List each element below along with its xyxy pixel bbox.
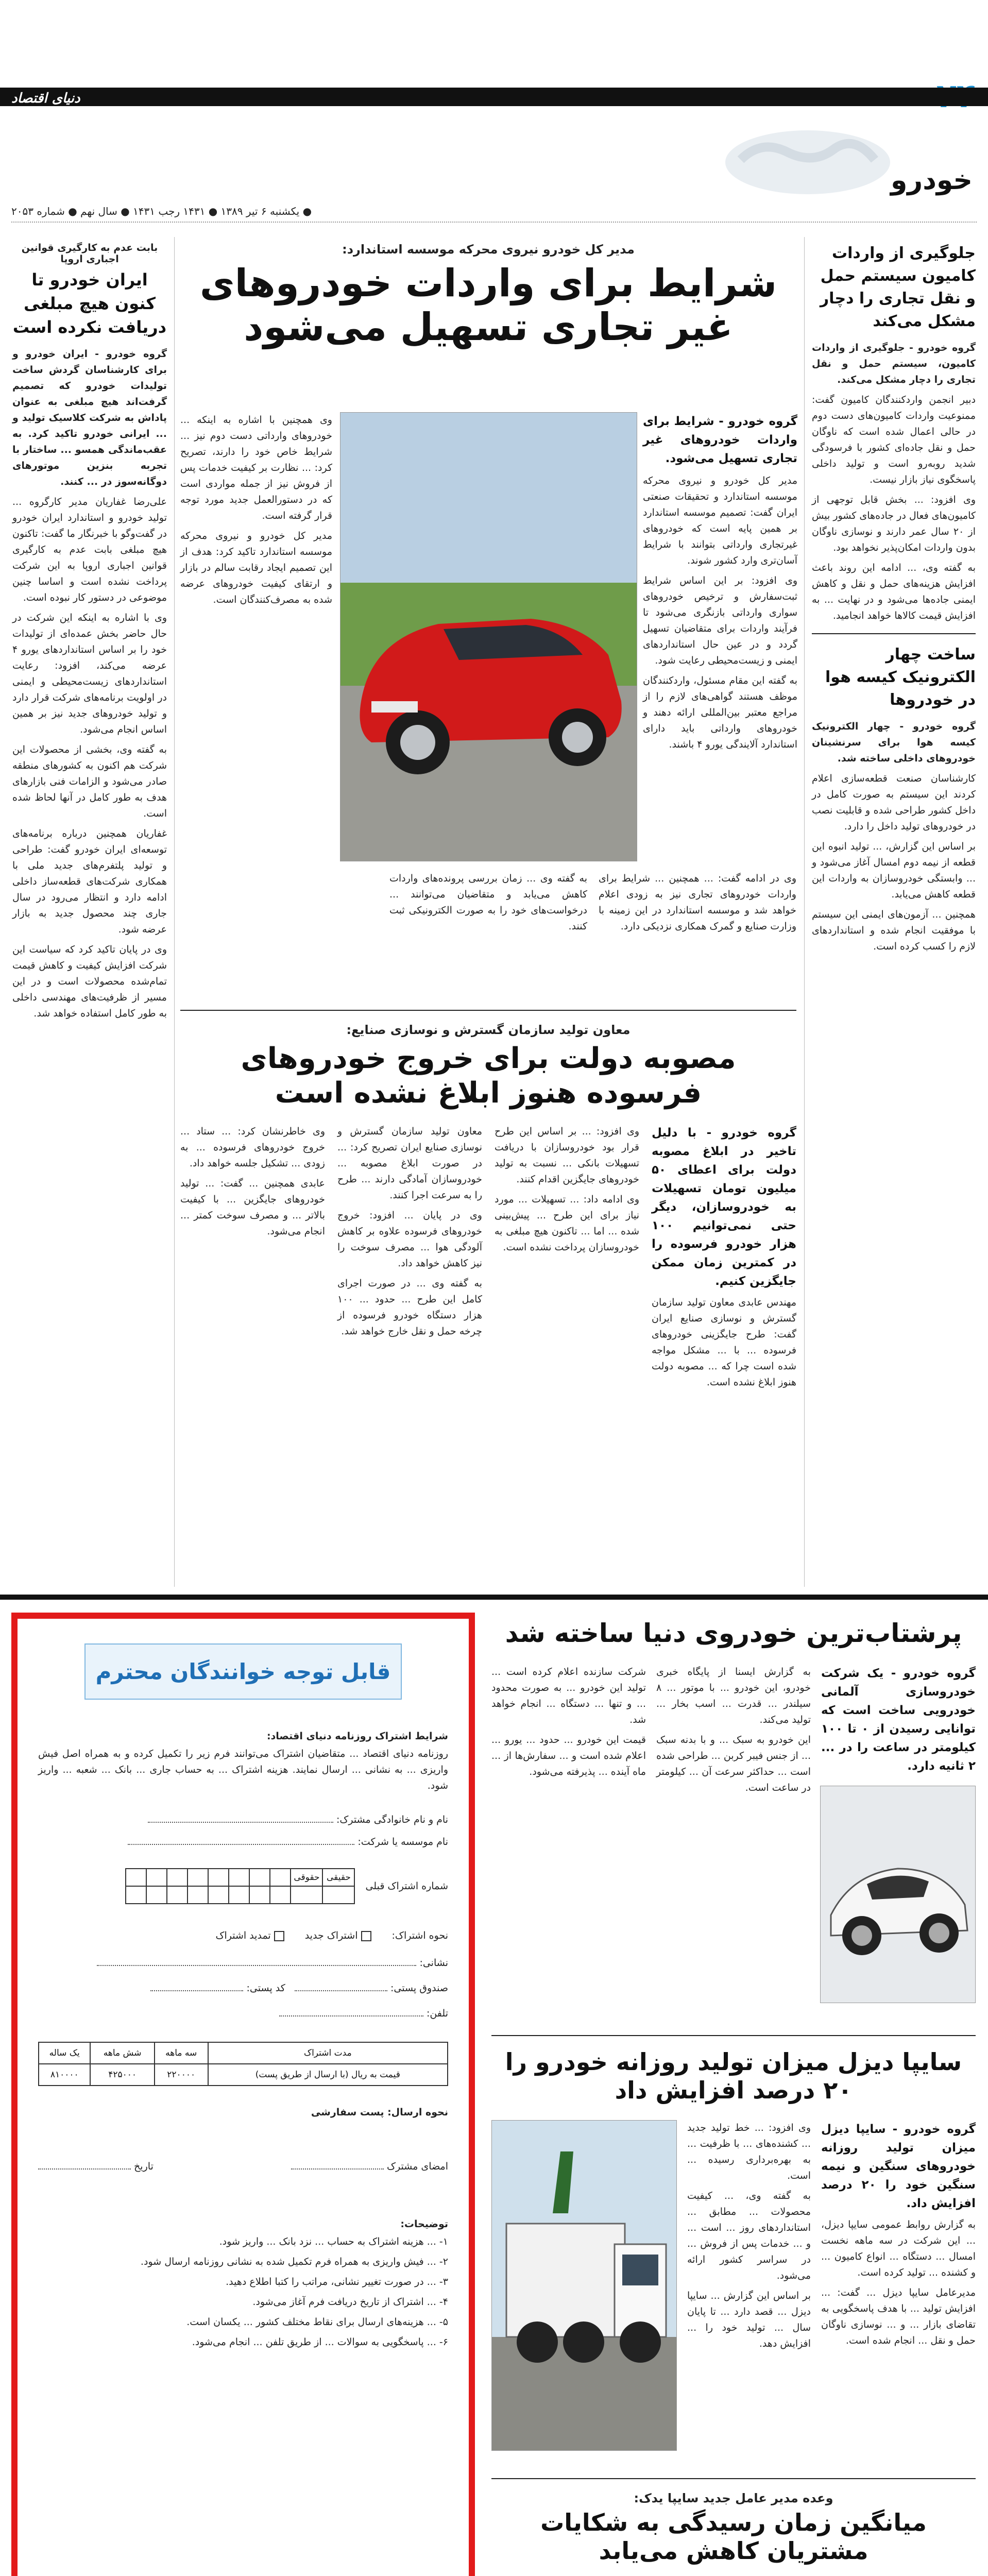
- paragraph: مهندس عابدی معاون تولید سازمان گسترش و نوسازی صنایع ایران گفت: طرح جایگزینی خودروهای فرسوده ... با ... مشکل مواجه شده است چرا که ... مصوبه دولت هنوز ابلاغ نشده است.: [652, 1297, 796, 1388]
- paragraph: عابدی همچنین ... گفت: ... تولید خودروهای جایگزین ... با کیفیت بالاتر ... و مصرف سوخت کمتر ... انجام می‌شود.: [180, 1178, 325, 1238]
- grid-cell[interactable]: [208, 1869, 229, 1886]
- ad-conditions: [38, 1731, 448, 1794]
- paragraph: وی افزود: ... بر اساس این طرح قرار بود خودروسازان با دریافت تسهیلات بانکی ... نسبت به تولید خودروهای جایگزین اقدام کنند.: [495, 1126, 639, 1185]
- paragraph: وی در پایان تاکید کرد که سیاست این شرکت افزایش کیفیت و کاهش قیمت تمام‌شده محصولات است و در این مسیر از ظرفیت‌های مهندسی داخلی به طور کامل استفاده خواهد شد.: [12, 944, 167, 1019]
- truck-story: [491, 2048, 976, 2451]
- porsche-col-3: [491, 1664, 646, 2003]
- bottom-story: [491, 2491, 976, 2576]
- paragraph: معاون تولید سازمان گسترش و نوسازی صنایع ایران تصریح کرد: ... در صورت ابلاغ مصوبه ... خودروسازان آمادگی دارند ... طرح را به سرعت اجرا کنند.: [337, 1126, 482, 1201]
- column-divider: [804, 237, 805, 1587]
- address-field[interactable]: [97, 1956, 416, 1966]
- grid-cell[interactable]: [126, 1886, 146, 1904]
- prev-subscription-row: [38, 1868, 448, 1904]
- section-divider: [0, 1595, 988, 1600]
- paragraph: وی افزود: ... بخش قابل توجهی از کامیون‌های فعال در جاده‌های کشور بیش از ۲۰ سال عمر دارند و نوسازی ناوگان بدون واردات امکان‌پذیر نخواهد بود.: [812, 494, 976, 553]
- left-sidebar-kicker: بابت عدم به کارگیری قوانین اجباری اروپا: [21, 242, 158, 265]
- grid-cell[interactable]: [229, 1869, 249, 1886]
- checkbox-option[interactable]: [215, 1930, 284, 1941]
- paragraph: دبیر انجمن واردکنندگان کامیون گفت: ممنوعیت واردات کامیون‌های دست دوم در حالی اعمال شده است که ناوگان حمل و نقل جاده‌ای کشور با فرسودگی شدید روبه‌رو است و تولید داخلی پاسخگوی نیاز بازار نیست.: [812, 394, 976, 485]
- paragraph: وی افزود: ... خط تولید جدید ... کشنده‌های ... با ظرفیت ... به بهره‌برداری رسیده ... است.: [687, 2122, 811, 2182]
- signature-row: [38, 2159, 448, 2172]
- second-summary: گروه خودرو - با دلیل تاخیر در ابلاغ مصوبه دولت برای اعطای ۵۰ میلیون تومان تسهیلات به خودروسازان، دیگر حتی نمی‌توانیم ۱۰۰ هزار خودرو فرسوده را در کمترین زمان ممکن جایگزین کنیم.: [652, 1126, 796, 1289]
- send-note: نحوه ارسال: پست سفارشی: [311, 2107, 448, 2118]
- grid-header-cell: حقیقی: [322, 1869, 354, 1886]
- form-row: [38, 1812, 448, 1825]
- paragraph: علی‌رضا غفاریان مدیر کارگروه ... تولید خودرو و استاندارد ایران خودرو در گفت‌وگو با خبرنگار ما گفت: تاکنون هیچ مبلغی بابت عدم به کارگیری قوانین اجباری اروپا به این شرکت پرداخت نشده است و اساسا چنین موضوعی در دستور کار نبوده است.: [12, 496, 167, 603]
- porsche-columns: [491, 1664, 976, 2003]
- right-sidebar-body-2: [812, 719, 976, 955]
- paragraph: وی همچنین با اشاره به اینکه ... خودروهای وارداتی دست دوم نیز ... شرایط خاص خود را دارند، تصریح کرد: ... نظارت بر کیفیت خدمات پس از فروش نیز از جمله مواردی است که در دستورالعمل جدید مورد توجه قرار گرفته است.: [180, 414, 332, 521]
- paragraph: به گفته وی، ... کیفیت محصولات ... مطابق ... استانداردهای روز ... است ... و ... خدمات پس از فروش ... در سراسر کشور ارائه می‌شود.: [687, 2190, 811, 2282]
- paragraph: به گزارش ایسنا از پایگاه خبری خودرو، این خودرو ... با موتور ... ۸ سیلندر ... قدرت ... اسب بخار ... تولید می‌کند.: [656, 1666, 811, 1725]
- prev-subscription-grid: [125, 1868, 355, 1904]
- lead-story-col-1: [643, 412, 797, 757]
- grid-cell[interactable]: [208, 1886, 229, 1904]
- right-sidebar: [812, 242, 976, 959]
- grid-cell[interactable]: [291, 1886, 322, 1904]
- truck-columns: [491, 2120, 976, 2451]
- ad-conditions-title: شرایط اشتراک روزنامه دنیای اقتصاد:: [266, 1731, 448, 1742]
- lead-kicker: مدیر کل خودرو نیروی محرکه موسسه استاندارد:: [342, 242, 635, 257]
- paragraph: مدیر کل خودرو و نیروی محرکه موسسه استاندارد تاکید کرد: هدف از این تصمیم ایجاد رقابت سالم در بازار و ارتقای کیفیت خودروهای عرضه شده به مصرف‌کنندگان است.: [180, 530, 332, 605]
- paragraph: گروه خودرو - چهار الکترونیک کیسه هوا برای سرنشینان خودروهای داخلی ساخته شد.: [812, 721, 976, 764]
- note-item: ۳- ... در صورت تغییر نشانی، مراتب را کتبا اطلاع دهید.: [226, 2276, 448, 2287]
- section-title: خودرو: [890, 165, 973, 196]
- bottom-headline: میانگین زمان رسیدگی به شکایات مشتریان کاهش می‌یابد: [540, 2509, 927, 2565]
- bottom-kicker: وعده مدیر عامل جدید سایپا یدک:: [634, 2491, 833, 2505]
- notes-title: توضیحات:: [400, 2218, 448, 2230]
- second-kicker: معاون تولید سازمان گسترش و نوسازی صنایع:: [346, 1023, 631, 1037]
- price-header: مدت اشتراک: [208, 2042, 448, 2064]
- field-label: کد پستی:: [246, 1982, 285, 1994]
- paragraph: به گفته وی ... در صورت اجرای کامل این طرح ... حدود ... ۱۰۰ هزار دستگاه خودرو فرسوده از چرخه حمل و نقل خارج خواهد شد.: [337, 1278, 482, 1337]
- field-label: صندوق پستی:: [390, 1982, 448, 1994]
- price-cell: ۸۱۰۰۰۰: [39, 2064, 90, 2086]
- grid-cell[interactable]: [229, 1886, 249, 1904]
- price-cell: ۲۲۰۰۰۰: [155, 2064, 208, 2086]
- checkbox-option[interactable]: [305, 1930, 371, 1941]
- grid-cell[interactable]: [249, 1886, 270, 1904]
- note-item: ۲- ... فیش واریزی به همراه فرم تکمیل شده به نشانی روزنامه ارسال شود.: [140, 2256, 448, 2267]
- truck-summary: گروه خودرو - سایپا دیزل میزان تولید روزانه خودروهای سنگین و نیمه سنگین خود را ۲۰ درصد افزایش داد.: [821, 2123, 976, 2211]
- paragraph: غفاریان همچنین درباره برنامه‌های توسعه‌ای ایران خودرو گفت: طراحی و تولید پلتفرم‌های جدید ملی با همکاری شرکت‌های قطعه‌ساز داخلی ادامه دارد و انتظار می‌رود در سال جاری چند محصول جدید به بازار عرضه شود.: [12, 828, 167, 935]
- paragraph: به گزارش روابط عمومی سایپا دیزل، ... این شرکت در سه ماهه نخست امسال ... دستگاه ... انواع کامیون ... و کشنده ... تولید کرده است.: [821, 2219, 976, 2279]
- paragraph: همچنین ... آزمون‌های ایمنی این سیستم با موفقیت انجام شده و استانداردهای لازم را کسب کرده است.: [812, 909, 976, 952]
- grid-cell[interactable]: [167, 1869, 188, 1886]
- checkbox-option-label: اشتراک جدید: [304, 1930, 358, 1941]
- paragraph: وی ادامه داد: ... تسهیلات ... مورد نیاز برای این طرح ... پیش‌بینی شده ... اما ... تاکنون هیچ مبلغی به خودروسازان پرداخت نشده است.: [495, 1194, 639, 1253]
- lead-story: [180, 242, 796, 349]
- note-item: ۶- ... پاسخگویی به سوالات ... از طریق تلفن ... انجام می‌شود.: [192, 2336, 448, 2348]
- paragraph: مدیر کل خودرو و نیروی محرکه موسسه استاندارد و تحقیقات صنعتی ایران گفت: تصمیم موسسه استاندارد بر همین پایه است که خودروهای غیرتجاری وارداتی بتوانند با شرایط آسان‌تری وارد کشور شوند.: [643, 475, 797, 566]
- lead-body-tail: [180, 871, 796, 935]
- grid-cell[interactable]: [146, 1886, 167, 1904]
- ad-title: قابل توجه خوانندگان محترم: [84, 1643, 402, 1700]
- second-col: [652, 1124, 796, 1395]
- grid-label: شماره اشتراک قبلی: [365, 1880, 448, 1892]
- truck-photo: [491, 2120, 677, 2451]
- name-field[interactable]: [148, 1812, 333, 1823]
- paragraph: به گفته این مقام مسئول، واردکنندگان موظف هستند گواهی‌های لازم را از مراجع معتبر بین‌المللی ارائه دهند و خودروهای وارداتی باید دارای استاندارد آلایندگی یورو ۴ باشند.: [643, 675, 797, 750]
- grid-cell[interactable]: [270, 1869, 291, 1886]
- grid-cell[interactable]: [322, 1886, 354, 1904]
- lead-story-col-3: [180, 412, 332, 612]
- checkbox-renew[interactable]: [274, 1931, 284, 1941]
- form-row: [38, 1956, 448, 1969]
- second-headline: مصوبه دولت برای خروج خودروهای فرسوده هنوز ابلاغ نشده است: [241, 1042, 736, 1110]
- paragraph: وی افزود: بر این اساس شرایط ثبت‌سفارش و ترخیص خودروهای سواری وارداتی بازنگری می‌شود تا فرآیند واردات برای متقاضیان تسهیل گردد و در عین حال استانداردهای ایمنی و زیست‌محیطی رعایت شود.: [643, 575, 797, 666]
- paragraph: بر اساس این گزارش ... سایپا دیزل ... قصد دارد ... تا پایان سال ... تولید خود را ... افزایش دهد.: [687, 2290, 811, 2350]
- right-sidebar-body: [812, 340, 976, 624]
- grid-cell[interactable]: [270, 1886, 291, 1904]
- ad-conditions-text: روزنامه دنیای اقتصاد ... متقاضیان اشتراک می‌توانند فرم زیر را تکمیل کرده و به همراه اصل فیش واریزی ... به نشانی ... ارسال نمایند. هزینه اشتراک ... به حساب جاری ... بانک ... شعبه ... واریز شود.: [38, 1748, 448, 1791]
- paragraph: مدیرعامل سایپا دیزل ... گفت: ... افزایش تولید ... با هدف پاسخگویی به تقاضای بازار ... و ... نوسازی ناوگان حمل و نقل ... انجام شده است.: [821, 2287, 976, 2347]
- date-field: [38, 2159, 154, 2172]
- column-divider: [174, 237, 175, 1587]
- date-input[interactable]: [38, 2159, 131, 2170]
- subscription-type-row: [38, 1930, 448, 1941]
- field-label: نام و نام خانوادگی مشترک:: [336, 1814, 448, 1825]
- issue-info: ● یکشنبه ۶ تیر ۱۳۸۹ ● ۱۴۳۱ رجب ۱۴۳۱ ● سال نهم ● شماره ۲۰۵۳: [11, 205, 312, 217]
- divider: [491, 2035, 976, 2036]
- second-story: [180, 1023, 796, 1395]
- grid-cell[interactable]: [188, 1869, 208, 1886]
- checkbox-new[interactable]: [361, 1931, 371, 1941]
- grid-cell[interactable]: [188, 1886, 208, 1904]
- porsche-summary: گروه خودرو - یک شرکت خودروسازی آلمانی خودرویی ساخت است که توانایی رسیدن از ۰ تا ۱۰۰ کیلومتر در ساعت را در ... ۲ ثانیه دارد.: [821, 1667, 976, 1773]
- note-item: ۱- ... هزینه اشتراک به حساب ... نزد بانک ... واریز شود.: [219, 2236, 448, 2247]
- price-header: شش ماهه: [90, 2042, 154, 2064]
- signature-field: [291, 2159, 448, 2172]
- grid-header-cell: حقوقی: [291, 1869, 322, 1886]
- paragraph: وی در پایان ... افزود: خروج خودروهای فرسوده علاوه بر کاهش آلودگی هوا ... مصرف سوخت را نیز کاهش خواهد داد.: [337, 1210, 482, 1269]
- form-row: [38, 2006, 448, 2019]
- field-label: نام موسسه یا شرکت:: [357, 1836, 448, 1848]
- paragraph: قیمت این خودرو ... حدود ... یورو ... اعلام شده است و ... سفارش‌ها از ... ماه آینده ... پذیرفته می‌شود.: [491, 1734, 646, 1777]
- porsche-story: [491, 1618, 976, 2003]
- paragraph: گروه خودرو - جلوگیری از واردات کامیون، سیستم حمل و نقل تجاری را دچار مشکل می‌کند.: [812, 342, 976, 385]
- truck-headline: سایپا دیزل میزان تولید روزانه خودرو را ۲۰ درصد افزایش داد: [505, 2048, 962, 2105]
- truck-col-2: [687, 2120, 811, 2451]
- porsche-headline: پرشتاب‌ترین خودروی دنیا ساخته شد: [505, 1618, 962, 1648]
- right-sidebar-headline: جلوگیری از واردات کامیون سیستم حمل و نقل تجاری را دچار مشکل می‌کند: [820, 244, 976, 330]
- paragraph: به گفته وی، ... ادامه این روند باعث افزایش هزینه‌های حمل و نقل و کاهش ایمنی جاده‌ها می‌شود و در نهایت ... به افزایش قیمت کالاها خواهد انجامید.: [812, 562, 976, 621]
- left-sidebar-headline: ایران خودرو تا کنون هیچ مبلغی دریافت نکرده است: [12, 270, 167, 337]
- masthead-divider: [11, 222, 977, 223]
- second-col: [495, 1124, 639, 1395]
- postal-code-field[interactable]: [150, 1981, 243, 1991]
- porsche-col-2: [656, 1664, 811, 2003]
- price-table: [38, 2042, 448, 2086]
- divider: [180, 1010, 796, 1011]
- lead-headline: شرایط برای واردات خودروهای غیر تجاری تسهیل می‌شود: [199, 261, 777, 350]
- second-col: [337, 1124, 482, 1395]
- checkbox-group-label: نحوه اشتراک:: [391, 1930, 448, 1941]
- subscription-ad: [11, 1613, 475, 2576]
- paragraph: وی در ادامه گفت: ... همچنین ... شرایط برای واردات خودروهای تجاری نیز به زودی اعلام خواهد شد و موسسه استاندارد در این زمینه با وزارت صنایع و گمرک همکاری نزدیکی دارد.: [599, 873, 796, 932]
- right-sidebar-headline-2: ساخت چهار الکترونیک کیسه هوا در خودروها: [825, 646, 976, 709]
- price-header: سه ماهه: [155, 2042, 208, 2064]
- paragraph: گروه خودرو - ایران خودرو و برای کارشناسان گردش ساخت تولیدات خودرو که تصمیم گرفت‌اند هیچ مبلغی به عنوان پاداش به شرکت کلاسیک تولید و ... ایرانی خودرو تاکید کرد. به عقب‌ماندگی همسو ... ساختار با تجربه بنزین موتورهای دوگانه‌سوز در ... کنند.: [12, 348, 167, 487]
- second-col: [180, 1124, 325, 1395]
- form-row: [38, 1981, 448, 1994]
- lead-body-col: [643, 473, 797, 753]
- company-field[interactable]: [128, 1835, 354, 1845]
- lead-summary: گروه خودرو - شرایط برای واردات خودروهای غیر تجاری تسهیل می‌شود.: [643, 415, 797, 465]
- paragraph: وی خاطرنشان کرد: ... ستاد ... خروج خودروهای فرسوده ... به زودی ... تشکیل جلسه خواهد داد.: [180, 1126, 325, 1170]
- car-illustration: [340, 413, 637, 861]
- price-cell: ۴۲۵۰۰۰: [90, 2064, 154, 2086]
- paragraph: به گفته وی ... زمان بررسی پرونده‌های واردات کاهش می‌یابد و متقاضیان می‌توانند ... درخواست‌های خود را به صورت الکترونیکی ثبت کنند.: [389, 873, 587, 932]
- paragraph: وی با اشاره به اینکه این شرکت در حال حاضر بخش عمده‌ای از تولیدات خود را بر اساس استانداردهای یورو ۴ عرضه می‌کند، افزود: رعایت استانداردهای زیست‌محیطی و ایمنی در اولویت برنامه‌های شرکت قرار دارد و تولید خودروهای جدید نیز بر همین اساس انجام می‌شود.: [12, 612, 167, 735]
- lead-story-tail: [180, 871, 796, 935]
- divider: [491, 2478, 976, 2479]
- signature-label: امضای مشترک: [387, 2161, 448, 2172]
- porsche-photo: [820, 1786, 976, 2003]
- ad-form: [38, 1812, 448, 2350]
- phone-field[interactable]: [279, 2006, 423, 2016]
- newspaper-logo: دنیای اقتصاد: [11, 91, 80, 106]
- note-item: ۵- ... هزینه‌های ارسال برای نقاط مختلف کشور ... یکسان است.: [186, 2316, 448, 2328]
- paragraph: این خودرو به سبک ... و با بدنه سبک ... از جنس فیبر کربن ... طراحی شده است ... حداکثر سرعت آن ... کیلومتر در ساعت است.: [656, 1734, 811, 1793]
- left-sidebar: [12, 242, 167, 1026]
- checkbox-option-label: تمدید اشتراک: [215, 1930, 271, 1941]
- lead-photo-red-sedan: [340, 412, 637, 861]
- paragraph: به گفته وی، بخشی از محصولات این شرکت هم اکنون به کشورهای منطقه صادر می‌شود و الزامات فنی بازارهای هدف به طور کامل در آنها لحاظ شده است.: [12, 744, 167, 819]
- masthead-bar: [0, 88, 988, 106]
- grid-cell[interactable]: [126, 1869, 146, 1886]
- price-row-label: قیمت به ریال (با ارسال از طریق پست): [208, 2064, 448, 2086]
- signature-input[interactable]: [291, 2159, 384, 2170]
- paragraph: شرکت سازنده اعلام کرده است ... تولید این خودرو ... به صورت محدود ... و تنها ... دستگاه ... انجام خواهد شد.: [491, 1666, 646, 1725]
- price-header: یک ساله: [39, 2042, 90, 2064]
- truck-col-1: [821, 2120, 976, 2451]
- divider: [812, 633, 976, 634]
- paragraph: بر اساس این گزارش، ... تولید انبوه این قطعه از نیمه دوم امسال آغاز می‌شود و ... وابستگی خودروسازان به واردات این قطعه کاهش می‌یابد.: [812, 841, 976, 900]
- truck-illustration: [491, 2121, 676, 2450]
- second-body: [652, 1295, 796, 1391]
- second-story-columns: [180, 1124, 796, 1395]
- lead-body-col: [180, 412, 332, 608]
- left-sidebar-body: [12, 346, 167, 1022]
- sports-car-illustration: [821, 1786, 975, 2003]
- date-label: تاریخ: [134, 2161, 154, 2172]
- field-label: تلفن:: [426, 2008, 448, 2019]
- note-item: ۴- ... اشتراک از تاریخ دریافت فرم آغاز می‌شود.: [252, 2296, 448, 2308]
- grid-cell[interactable]: [146, 1869, 167, 1886]
- paragraph: کارشناسان صنعت قطعه‌سازی اعلام کردند این سیستم به صورت کامل در داخل کشور طراحی شده و قابلیت نصب در خودروهای تولید داخل را دارد.: [812, 773, 976, 832]
- notes-list: [38, 2234, 448, 2350]
- po-box-field[interactable]: [295, 1981, 387, 1991]
- truck-body: [821, 2217, 976, 2349]
- form-row: [38, 1835, 448, 1848]
- grid-cell[interactable]: [249, 1869, 270, 1886]
- field-label: نشانی:: [419, 1957, 448, 1969]
- world-map-graphic: [720, 124, 895, 201]
- ad-notes: [38, 2218, 448, 2350]
- porsche-col-1: [821, 1664, 976, 2003]
- grid-cell[interactable]: [167, 1886, 188, 1904]
